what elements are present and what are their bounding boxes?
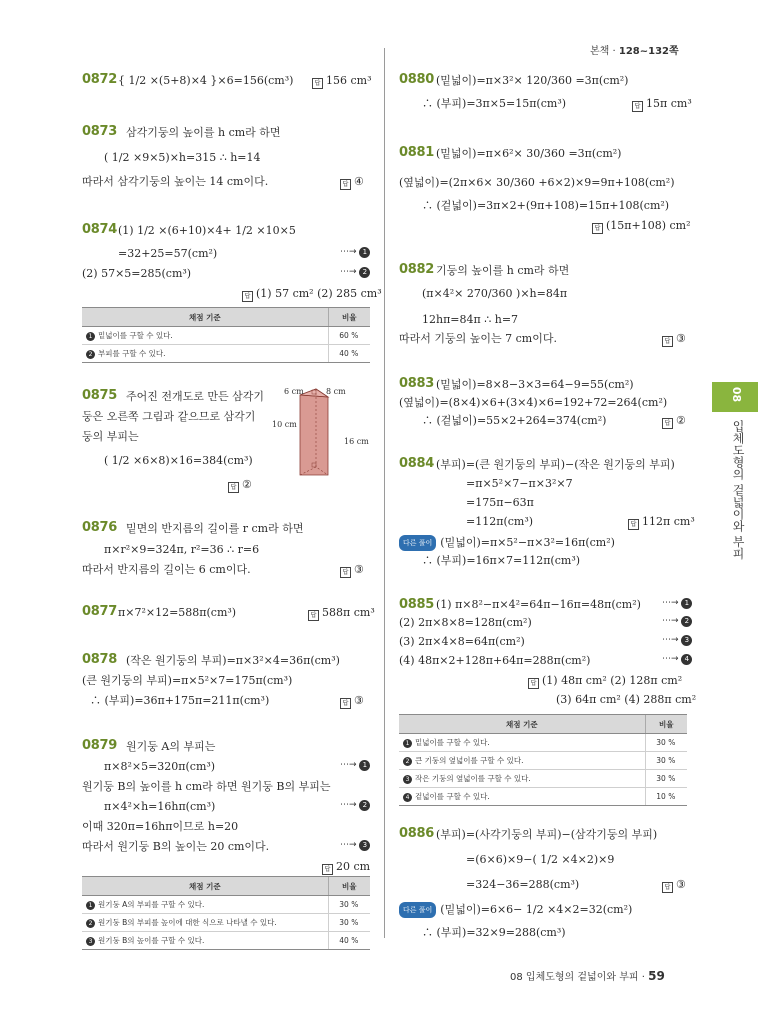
solution-line: 기둥의 높이를 h cm라 하면 (436, 264, 570, 277)
answer (528, 674, 682, 689)
solution-line: 밑면의 반지름의 길이를 r cm라 하면 (126, 522, 304, 535)
row-marker: 1 (86, 901, 95, 910)
step-marker-number: 2 (359, 800, 370, 811)
alt-solution-line (399, 902, 632, 918)
chapter-tab[interactable] (712, 382, 758, 412)
answer (632, 97, 692, 112)
step-marker: ⋯→ 4 (662, 654, 692, 665)
label-10cm: 10 cm (272, 420, 297, 429)
answer-text: 112π cm³ (642, 515, 695, 528)
alt-solution-badge: 다른 풀이 (399, 902, 436, 918)
row-ratio: 10 % (645, 788, 687, 806)
solution-line: 이때 320π=16hπ이므로 h=20 (82, 820, 239, 833)
answer-icon: 답 (662, 336, 673, 347)
problem-number: 0883 (399, 376, 434, 391)
table-row (82, 345, 370, 363)
step-marker-number: 3 (681, 635, 692, 646)
solution-line: 원기둥 A의 부피는 (126, 740, 216, 753)
table-header-criterion: 채점 기준 (399, 715, 645, 734)
answer-icon: 답 (662, 418, 673, 429)
solution-line: (3) 2π×4×8=64π(cm²) (399, 635, 525, 648)
answer-icon: 답 (312, 78, 323, 89)
problem-number: 0876 (82, 520, 117, 535)
table-header-ratio: 비율 (328, 877, 370, 896)
answer (662, 414, 686, 429)
row-ratio: 30 % (645, 770, 687, 788)
answer-text: ③ (676, 878, 686, 891)
problem-number: 0877 (82, 604, 117, 619)
answer-icon: 답 (242, 291, 253, 302)
step-marker-number: 1 (359, 760, 370, 771)
solution-line: (1) π×8²−π×4²=64π−16π=48π(cm²) (436, 598, 641, 611)
answer (662, 878, 686, 893)
answer-text: ② (242, 478, 252, 491)
row-text: 겉넓이를 구할 수 있다. (415, 792, 490, 801)
answer-icon: 답 (322, 864, 333, 875)
solution-line: 12hπ=84π ∴ h=7 (422, 313, 519, 326)
page-footer (510, 968, 665, 983)
answer-text: 15π cm³ (646, 97, 692, 110)
table-header-ratio: 비율 (645, 715, 687, 734)
answer-icon: 답 (628, 519, 639, 530)
row-ratio: 30 % (645, 734, 687, 752)
step-marker-number: 3 (359, 840, 370, 851)
row-ratio: 40 % (328, 932, 370, 950)
step-marker-number: 1 (681, 598, 692, 609)
answer-icon: 답 (340, 698, 351, 709)
row-ratio: 40 % (328, 345, 370, 363)
solution-line: π×r²×9=324π, r²=36 ∴ r=6 (104, 543, 260, 556)
answer-text: ② (676, 414, 686, 427)
problem-number: 0879 (82, 738, 117, 753)
answer (228, 478, 252, 493)
problem-number: 0885 (399, 597, 434, 612)
solution-line: (π×4²× 270/360 )×h=84π (422, 287, 568, 300)
solution-line: =32+25=57(cm²) (118, 247, 218, 260)
header-sep: · (612, 46, 616, 57)
label-16cm: 16 cm (344, 437, 369, 446)
solution-line: (옆넓이)=(8×4)×6+(3×4)×6=192+72=264(cm²) (399, 396, 668, 409)
solution-line: =112π(cm³) (466, 515, 534, 528)
chapter-tab-number: 08 (730, 386, 744, 403)
answer (340, 694, 364, 709)
answer-text: 20 cm (336, 860, 371, 873)
row-marker: 4 (403, 793, 412, 802)
row-ratio: 30 % (645, 752, 687, 770)
answer-text: (15π+108) cm² (606, 219, 691, 232)
answer-icon: 답 (228, 482, 239, 493)
solution-line: ∴ (부피)=36π+175π=211π(cm³) (90, 694, 270, 707)
table-row (82, 932, 370, 950)
row-marker: 1 (403, 739, 412, 748)
row-marker: 2 (403, 757, 412, 766)
row-text: 원기둥 B의 높이를 구할 수 있다. (98, 936, 205, 945)
triangular-prism-figure (268, 385, 378, 488)
answer (340, 563, 364, 578)
alt-solution-text: (밑넓이)=π×5²−π×3²=16π(cm²) (440, 536, 615, 549)
grading-table (399, 714, 687, 806)
row-text: 원기둥 A의 부피를 구할 수 있다. (98, 900, 205, 909)
solution-line: (부피)=(큰 원기둥의 부피)−(작은 원기둥의 부피) (436, 458, 675, 471)
step-marker-number: 2 (681, 616, 692, 627)
solution-line: 따라서 원기둥 B의 높이는 20 cm이다. (82, 840, 270, 853)
label-6cm: 6 cm (284, 387, 304, 396)
answer-icon: 답 (340, 179, 351, 190)
solution-line: 주어진 전개도로 만든 삼각기 (126, 390, 265, 403)
chapter-tab-title: 입체도형의 겉넓이와 부피 (731, 420, 745, 560)
solution-line: =(6×6)×9−( 1/2 ×4×2)×9 (466, 853, 615, 866)
solution-line: ( 1/2 ×9×5)×h=315 ∴ h=14 (104, 151, 261, 164)
row-text: 밑넓이를 구할 수 있다. (415, 738, 490, 747)
footer-chapter: 08 입체도형의 겉넓이와 부피 (510, 972, 639, 983)
solution-line: 따라서 삼각기둥의 높이는 14 cm이다. (82, 175, 269, 188)
answer-text: 588π cm³ (322, 606, 375, 619)
answer-continued: (3) 64π cm² (4) 288π cm² (556, 693, 697, 706)
step-marker: ⋯→ 2 (340, 267, 370, 278)
table-row (399, 752, 687, 770)
page-header (590, 42, 679, 57)
answer-icon: 답 (340, 567, 351, 578)
solution-line: π×7²×12=588π(cm³) (118, 606, 237, 619)
answer-text: ④ (354, 175, 364, 188)
solution-line: ∴ (겉넓이)=3π×2+(9π+108)=15π+108(cm²) (422, 199, 670, 212)
header-pages: 128~132쪽 (618, 46, 679, 57)
row-text: 밑넓이를 구할 수 있다. (98, 331, 173, 340)
solution-line: =π×5²×7−π×3²×7 (466, 477, 573, 490)
solution-line: (옆넓이)=(2π×6× 30/360 +6×2)×9=9π+108(cm²) (399, 176, 675, 189)
answer-icon: 답 (308, 610, 319, 621)
answer-text: ③ (354, 563, 364, 576)
answer-text: ③ (354, 694, 364, 707)
solution-line: (부피)=(사각기둥의 부피)−(삼각기둥의 부피) (436, 828, 658, 841)
alt-solution-line (399, 535, 615, 551)
prism-front-face (300, 389, 328, 475)
row-marker: 2 (86, 350, 95, 359)
answer-icon: 답 (528, 678, 539, 689)
answer (662, 332, 686, 347)
header-book: 본책 (590, 46, 610, 57)
footer-sep: · (641, 972, 645, 983)
answer-text: (1) 57 cm² (2) 285 cm³ (256, 287, 382, 300)
answer (322, 860, 370, 875)
solution-line: 원기둥 B의 높이를 h cm라 하면 원기둥 B의 부피는 (82, 780, 331, 793)
row-ratio: 60 % (328, 327, 370, 345)
problem-number: 0878 (82, 652, 117, 667)
solution-line: (밑넓이)=8×8−3×3=64−9=55(cm²) (436, 378, 634, 391)
table-row (82, 327, 370, 345)
answer-text: 156 cm³ (326, 74, 372, 87)
step-marker: ⋯→ 1 (662, 598, 692, 609)
column-divider (384, 48, 385, 938)
solution-line: 둥의 부피는 (82, 430, 139, 443)
table-row (399, 788, 687, 806)
problem-number: 0875 (82, 388, 117, 403)
solution-line: ∴ (부피)=3π×5=15π(cm³) (422, 97, 567, 110)
step-marker: ⋯→ 3 (340, 840, 370, 851)
step-marker: ⋯→ 2 (340, 800, 370, 811)
solution-line: 둥은 오른쪽 그림과 같으므로 삼각기 (82, 410, 256, 423)
answer (592, 219, 691, 234)
alt-solution-line: ∴ (부피)=16π×7=112π(cm³) (422, 554, 581, 567)
solution-line: 따라서 반지름의 길이는 6 cm이다. (82, 563, 251, 576)
table-header-ratio: 비율 (328, 308, 370, 327)
page-number: 59 (648, 969, 665, 983)
step-marker-number: 4 (681, 654, 692, 665)
answer (312, 74, 372, 89)
step-marker: ⋯→ 1 (340, 247, 370, 258)
problem-number: 0881 (399, 145, 434, 160)
row-text: 큰 기둥의 옆넓이를 구할 수 있다. (415, 756, 524, 765)
row-text: 부피를 구할 수 있다. (98, 349, 166, 358)
answer (340, 175, 364, 190)
problem-number: 0874 (82, 222, 117, 237)
solution-line: ∴ (겉넓이)=55×2+264=374(cm²) (422, 414, 607, 427)
answer-text: ③ (676, 332, 686, 345)
answer-icon: 답 (592, 223, 603, 234)
row-marker: 1 (86, 332, 95, 341)
table-header-criterion: 채점 기준 (82, 877, 328, 896)
solution-line: { 1/2 ×(5+8)×4 }×6=156(cm³) (118, 74, 294, 87)
step-marker-number: 2 (359, 267, 370, 278)
table-row (82, 914, 370, 932)
solution-line: π×4²×h=16hπ(cm³) (104, 800, 216, 813)
prism-svg (268, 385, 378, 485)
row-ratio: 30 % (328, 896, 370, 914)
solution-line: =175π−63π (466, 496, 534, 509)
grading-table (82, 876, 370, 950)
solution-line: (작은 원기둥의 부피)=π×3²×4=36π(cm³) (126, 654, 340, 667)
alt-solution-text: (밑넓이)=6×6− 1/2 ×4×2=32(cm²) (440, 903, 633, 916)
problem-number: 0882 (399, 262, 434, 277)
answer-icon: 답 (662, 882, 673, 893)
answer (628, 515, 695, 530)
solution-line: ( 1/2 ×6×8)×16=384(cm³) (104, 454, 253, 467)
row-marker: 3 (86, 937, 95, 946)
solution-line: 삼각기둥의 높이를 h cm라 하면 (126, 126, 281, 139)
row-marker: 3 (403, 775, 412, 784)
step-marker: ⋯→ 1 (340, 760, 370, 771)
row-marker: 2 (86, 919, 95, 928)
row-text: 원기둥 B의 부피를 높이에 대한 식으로 나타낼 수 있다. (98, 918, 277, 927)
step-marker-number: 1 (359, 247, 370, 258)
table-row (82, 896, 370, 914)
row-ratio: 30 % (328, 914, 370, 932)
solution-line: (2) 2π×8×8=128π(cm²) (399, 616, 532, 629)
solution-line: (4) 48π×2+128π+64π=288π(cm²) (399, 654, 591, 667)
label-8cm: 8 cm (326, 387, 346, 396)
problem-number: 0884 (399, 456, 434, 471)
answer-icon: 답 (632, 101, 643, 112)
table-header-criterion: 채점 기준 (82, 308, 328, 327)
problem-number: 0886 (399, 826, 434, 841)
solution-line: (밑넓이)=π×3²× 120/360 =3π(cm²) (436, 74, 629, 87)
grading-table (82, 307, 370, 363)
solution-line: (밑넓이)=π×6²× 30/360 =3π(cm²) (436, 147, 622, 160)
row-text: 작은 기둥의 옆넓이를 구할 수 있다. (415, 774, 531, 783)
table-row (399, 770, 687, 788)
problem-number: 0880 (399, 72, 434, 87)
solution-line: 따라서 기둥의 높이는 7 cm이다. (399, 332, 557, 345)
answer (308, 606, 375, 621)
step-marker: ⋯→ 2 (662, 616, 692, 627)
alt-solution-line: ∴ (부피)=32×9=288(cm³) (422, 926, 566, 939)
solution-line: =324−36=288(cm³) (466, 878, 580, 891)
solution-line: π×8²×5=320π(cm³) (104, 760, 216, 773)
solution-line: (2) 57×5=285(cm³) (82, 267, 192, 280)
step-marker: ⋯→ 3 (662, 635, 692, 646)
problem-number: 0872 (82, 72, 117, 87)
solution-line: (1) 1/2 ×(6+10)×4+ 1/2 ×10×5 (118, 224, 296, 237)
solution-line: (큰 원기둥의 부피)=π×5²×7=175π(cm³) (82, 674, 293, 687)
table-row (399, 734, 687, 752)
answer-text: (1) 48π cm² (2) 128π cm² (542, 674, 683, 687)
answer (242, 287, 382, 302)
problem-number: 0873 (82, 124, 117, 139)
alt-solution-badge: 다른 풀이 (399, 535, 436, 551)
